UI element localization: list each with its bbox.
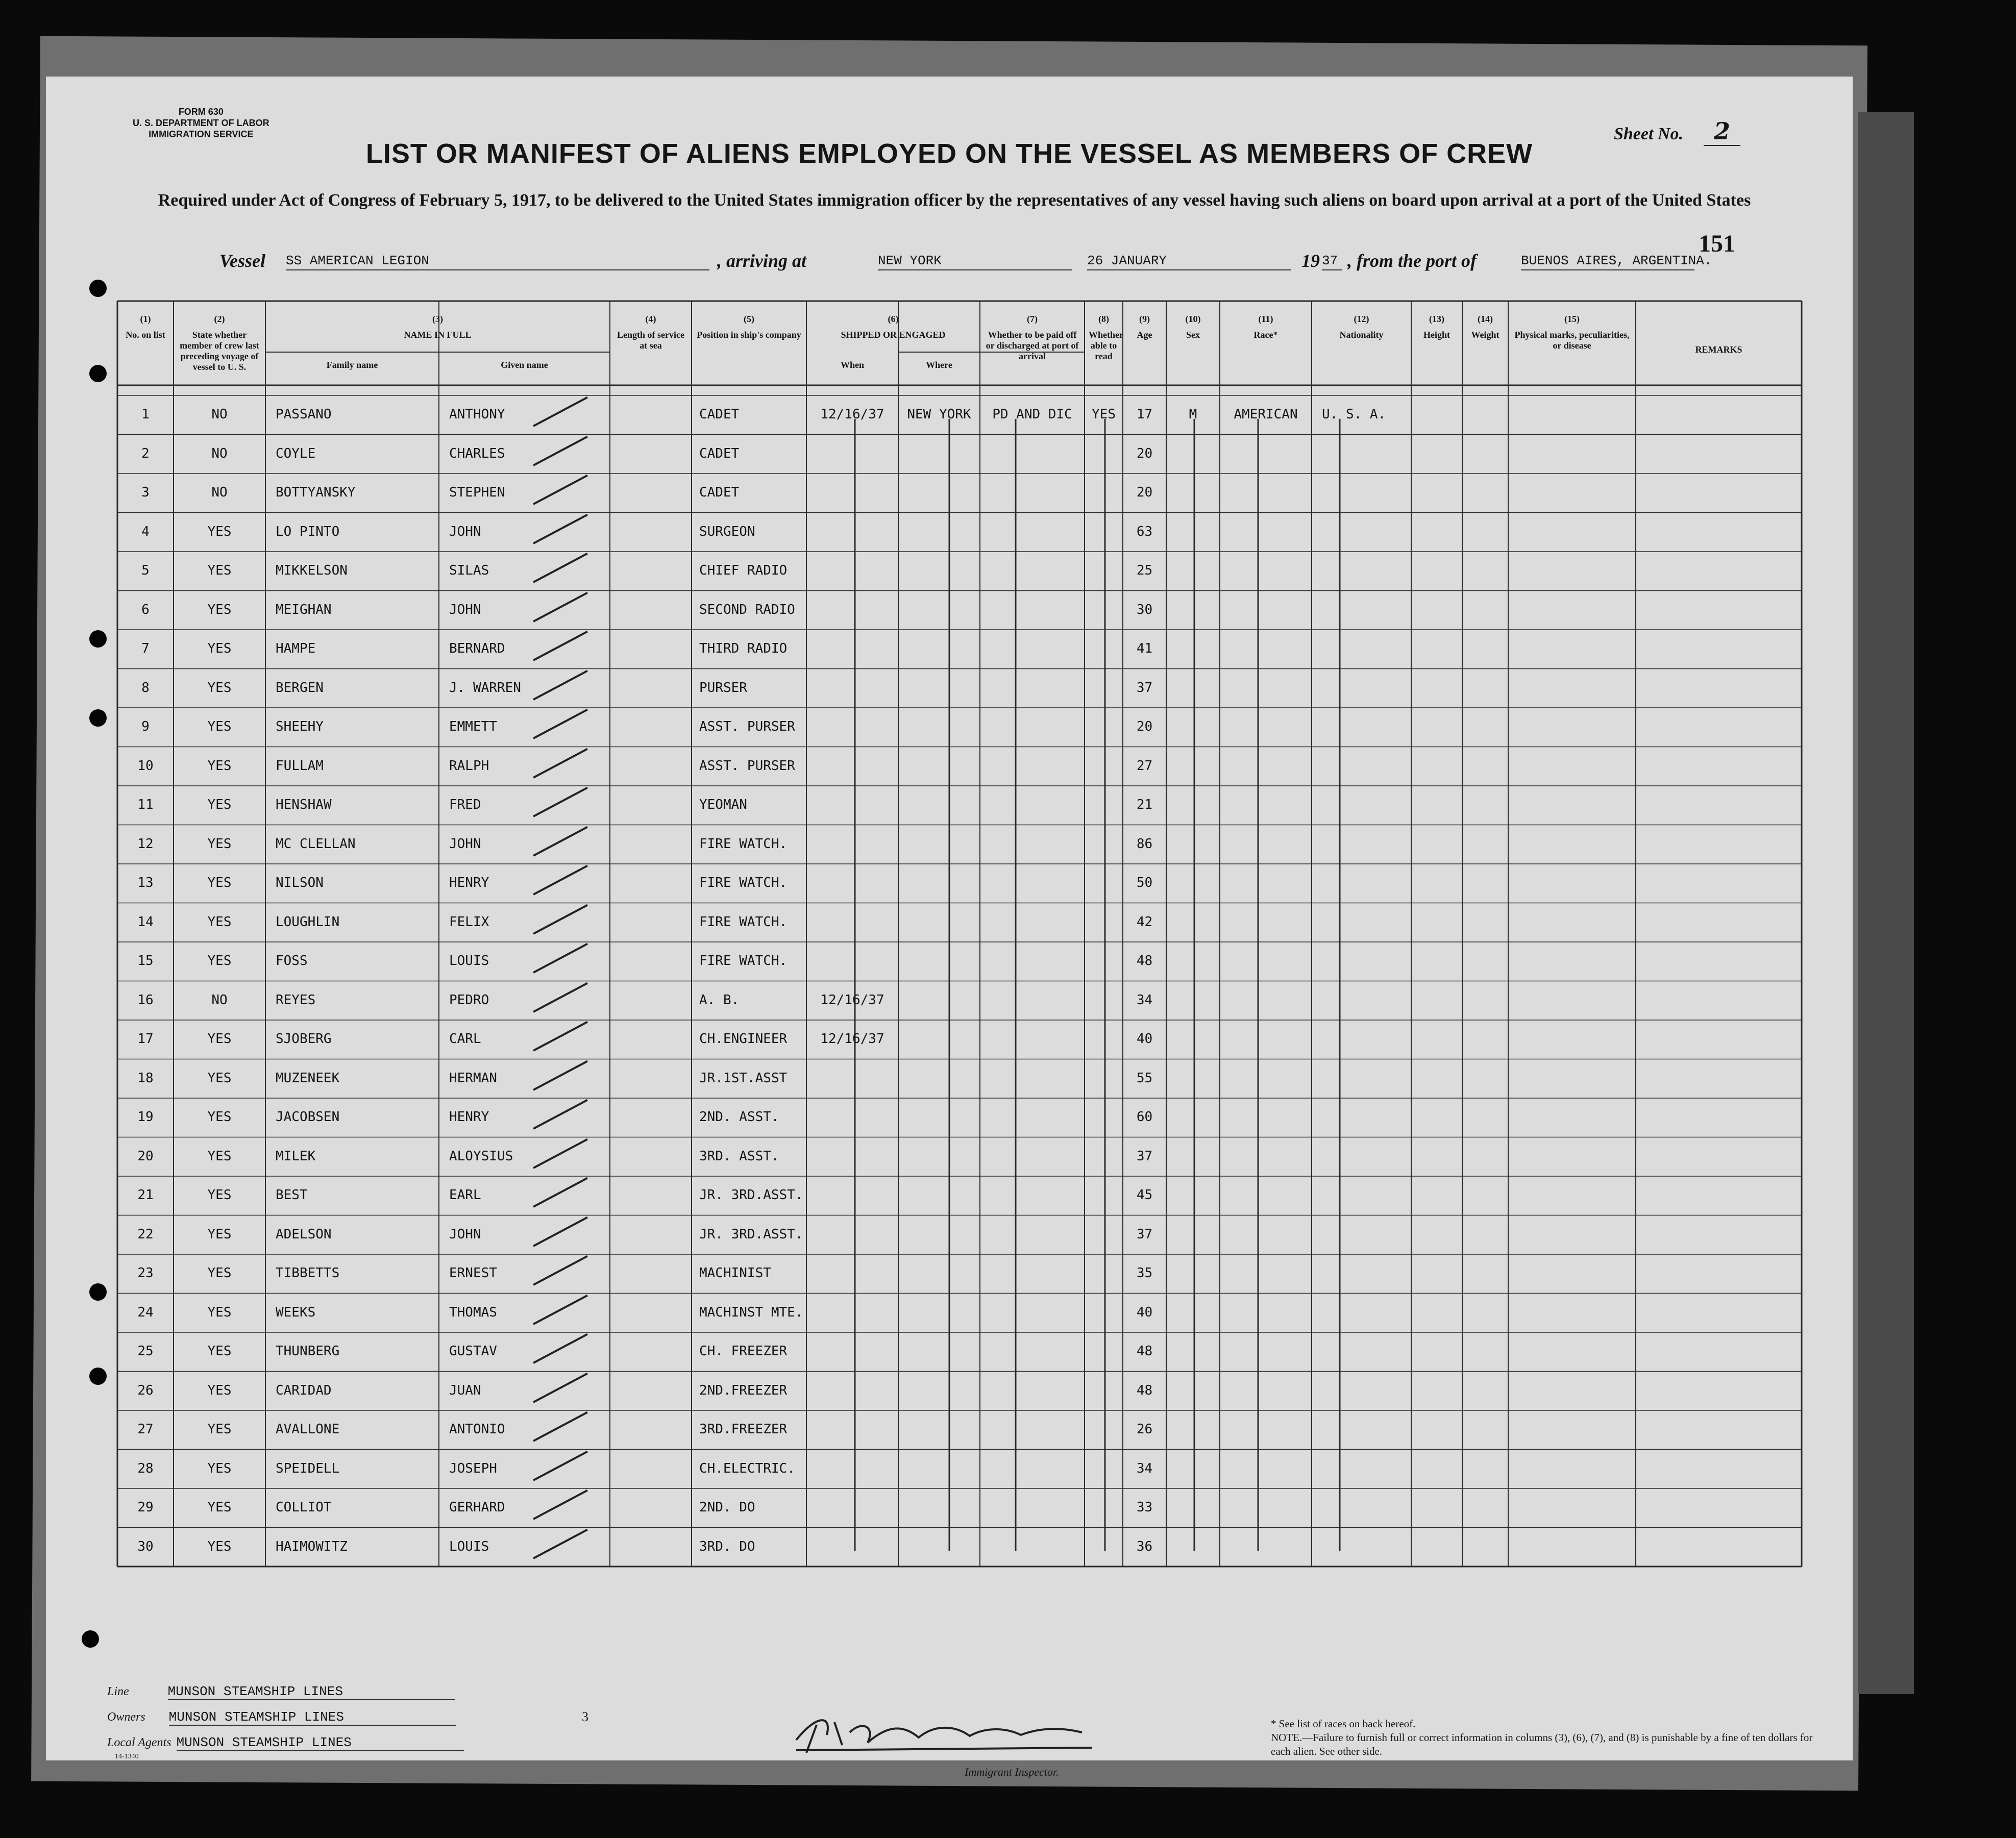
previous-voyage: YES (207, 1070, 232, 1086)
given-name: ANTONIO (449, 1422, 505, 1437)
binder-hole (89, 280, 107, 297)
binder-hole (89, 709, 107, 727)
given-name: J. WARREN (449, 680, 521, 696)
column-header (439, 360, 610, 370)
column-number: (9) (1139, 314, 1150, 324)
row-number: 16 (137, 992, 154, 1008)
column-header (174, 314, 265, 372)
family-name: THUNBERG (276, 1344, 340, 1359)
row-number: 14 (137, 914, 154, 930)
column-label: Where (926, 360, 952, 370)
from-label: , from the port of (1347, 251, 1477, 271)
age: 20 (1136, 445, 1153, 461)
position: MACHINST MTE. (699, 1304, 803, 1320)
inspector-signature (786, 1704, 1113, 1760)
column-label: SHIPPED OR ENGAGED (841, 330, 946, 340)
given-name: THOMAS (449, 1304, 497, 1320)
sheet-number: Sheet No. 2 (1614, 117, 1740, 145)
family-name: TIBBETTS (276, 1265, 340, 1281)
row-number: 10 (137, 758, 154, 774)
row-number: 21 (137, 1187, 154, 1203)
family-name: NILSON (276, 875, 324, 890)
previous-voyage: YES (207, 719, 232, 734)
column-label: Position in ship's company (697, 330, 801, 340)
given-name: LOUIS (449, 953, 489, 968)
family-name: BEST (276, 1187, 308, 1203)
row-number: 5 (141, 563, 150, 578)
row-number: 22 (137, 1226, 154, 1242)
row-number: 6 (141, 602, 150, 617)
age: 55 (1136, 1070, 1153, 1086)
family-name: CARIDAD (276, 1382, 332, 1398)
family-name: MEIGHAN (276, 602, 332, 617)
row-number: 8 (141, 680, 150, 696)
age: 60 (1136, 1109, 1153, 1125)
age: 42 (1136, 914, 1153, 930)
position: FIRE WATCH. (699, 836, 788, 852)
column-label: Length of service at sea (617, 330, 684, 351)
binder-hole (89, 365, 107, 382)
position: CADET (699, 485, 740, 500)
departure-port: BUENOS AIRES, ARGENTINA. (1521, 253, 1694, 270)
given-name: JUAN (449, 1382, 481, 1398)
column-label: Physical marks, peculiarities, or disease (1514, 330, 1630, 351)
position: CHIEF RADIO (699, 563, 788, 578)
position: THIRD RADIO (699, 641, 788, 656)
shipped-when: 12/16/37 (820, 1031, 884, 1047)
column-label: Race* (1253, 330, 1278, 340)
given-name: CHARLES (449, 445, 505, 461)
given-name: HERMAN (449, 1070, 497, 1086)
column-number: (12) (1354, 314, 1369, 324)
previous-voyage: YES (207, 1226, 232, 1242)
given-name: ANTHONY (449, 407, 505, 422)
year-suffix: 37 (1322, 253, 1342, 270)
age: 50 (1136, 875, 1153, 890)
family-name: REYES (276, 992, 316, 1008)
previous-voyage: YES (207, 680, 232, 696)
position: ASST. PURSER (699, 719, 795, 734)
column-number: (2) (214, 314, 225, 324)
family-name: WEEKS (276, 1304, 316, 1320)
age: 48 (1136, 1382, 1153, 1398)
row-number: 2 (141, 445, 150, 461)
family-name: BERGEN (276, 680, 324, 696)
position: 2ND.FREEZER (699, 1382, 788, 1398)
row-number: 24 (137, 1304, 154, 1320)
row-number: 25 (137, 1344, 154, 1359)
column-header (980, 314, 1085, 362)
previous-voyage: NO (211, 992, 228, 1008)
column-label: No. on list (126, 330, 165, 340)
manifest-title: LIST OR MANIFEST OF ALIENS EMPLOYED ON THE VESSEL AS MEMBERS OF CREW (365, 138, 1533, 169)
given-name: JOSEPH (449, 1460, 497, 1476)
age: 41 (1136, 641, 1153, 656)
column-header (1085, 314, 1123, 362)
family-name: SPEIDELL (276, 1460, 340, 1476)
age: 17 (1136, 407, 1153, 422)
family-name: JACOBSEN (276, 1109, 340, 1125)
given-name: JOHN (449, 602, 481, 617)
column-label: REMARKS (1695, 344, 1742, 355)
previous-voyage: YES (207, 1187, 232, 1203)
family-name: BOTTYANSKY (276, 485, 356, 500)
previous-voyage: NO (211, 485, 228, 500)
column-number: (3) (432, 314, 443, 324)
family-name: SJOBERG (276, 1031, 332, 1047)
vessel-label: Vessel (219, 251, 265, 271)
column-header (1312, 314, 1411, 340)
row-number: 12 (137, 836, 154, 852)
position: CADET (699, 445, 740, 461)
given-name: RALPH (449, 758, 489, 774)
given-name: ALOYSIUS (449, 1148, 513, 1164)
given-name: JOHN (449, 836, 481, 852)
shipped-where: NEW YORK (907, 407, 971, 422)
column-number: (5) (744, 314, 754, 324)
form-code: 14-1340 (115, 1753, 139, 1760)
age: 20 (1136, 485, 1153, 500)
column-label: Given name (501, 360, 548, 370)
column-number: (8) (1098, 314, 1109, 324)
row-number: 9 (141, 719, 150, 734)
previous-voyage: YES (207, 1422, 232, 1437)
column-number: (1) (140, 314, 151, 324)
column-header (898, 360, 980, 370)
age: 26 (1136, 1422, 1153, 1437)
age: 48 (1136, 953, 1153, 968)
family-name: HAMPE (276, 641, 316, 656)
column-label: When (840, 360, 864, 370)
column-header (1123, 314, 1166, 340)
manifest-sheet (46, 77, 1853, 1778)
line-field: Line MUNSON STEAMSHIP LINES (107, 1684, 455, 1699)
age: 86 (1136, 836, 1153, 852)
column-header (1462, 314, 1508, 340)
previous-voyage: YES (207, 641, 232, 656)
arrival-port: NEW YORK (878, 253, 1072, 270)
column-label: NAME IN FULL (404, 330, 472, 340)
binder-hole (89, 630, 107, 648)
vessel-name: SS AMERICAN LEGION (286, 253, 709, 270)
given-name: ERNEST (449, 1265, 497, 1281)
column-label: Whether to be paid off or discharged at port of arrival (986, 330, 1079, 361)
given-name: EARL (449, 1187, 481, 1203)
shipped-when: 12/16/37 (820, 407, 884, 422)
column-header (806, 314, 980, 340)
age: 25 (1136, 563, 1153, 578)
position: YEOMAN (699, 797, 747, 812)
family-name: LOUGHLIN (276, 914, 340, 930)
row-number: 23 (137, 1265, 154, 1281)
previous-voyage: YES (207, 953, 232, 968)
column-label: Age (1137, 330, 1152, 340)
age: 30 (1136, 602, 1153, 617)
position: 3RD. DO (699, 1538, 755, 1554)
age: 40 (1136, 1031, 1153, 1047)
column-header (1636, 344, 1802, 355)
shipped-when: 12/16/37 (820, 992, 884, 1008)
column-header (610, 314, 692, 351)
row-number: 26 (137, 1382, 154, 1398)
page-mark: 3 (582, 1709, 588, 1724)
family-name: MIKKELSON (276, 563, 348, 578)
column-number: (13) (1429, 314, 1444, 324)
family-name: COLLIOT (276, 1500, 332, 1515)
nationality: U. S. A. (1322, 407, 1386, 422)
family-name: FOSS (276, 953, 308, 968)
column-label: Weight (1471, 330, 1499, 340)
given-name: STEPHEN (449, 485, 505, 500)
column-label: Nationality (1339, 330, 1384, 340)
family-name: SHEEHY (276, 719, 324, 734)
row-number: 29 (137, 1500, 154, 1515)
row-number: 13 (137, 875, 154, 890)
family-name: FULLAM (276, 758, 324, 774)
given-name: HENRY (449, 875, 489, 890)
position: JR. 3RD.ASST. (699, 1187, 803, 1203)
row-number: 3 (141, 485, 150, 500)
row-number: 11 (137, 797, 154, 812)
position: 2ND. DO (699, 1500, 755, 1515)
given-name: FELIX (449, 914, 489, 930)
previous-voyage: YES (207, 1460, 232, 1476)
column-header (117, 314, 174, 340)
previous-voyage: YES (207, 914, 232, 930)
position: A. B. (699, 992, 740, 1008)
position: FIRE WATCH. (699, 914, 788, 930)
age: 34 (1136, 992, 1153, 1008)
position: ASST. PURSER (699, 758, 795, 774)
column-number: (10) (1185, 314, 1201, 324)
given-name: HENRY (449, 1109, 489, 1125)
column-number: (4) (645, 314, 656, 324)
column-number: (7) (1027, 314, 1038, 324)
family-name: COYLE (276, 445, 316, 461)
previous-voyage: YES (207, 1109, 232, 1125)
row-number: 28 (137, 1460, 154, 1476)
binder-hole (89, 1283, 107, 1301)
family-name: MC CLELLAN (276, 836, 356, 852)
previous-voyage: YES (207, 1148, 232, 1164)
column-number: (14) (1478, 314, 1493, 324)
previous-voyage: YES (207, 1500, 232, 1515)
year-prefix: 19 (1301, 251, 1320, 271)
paid-off: PD AND DIC (992, 407, 1072, 422)
given-name: SILAS (449, 563, 489, 578)
column-header (265, 314, 610, 340)
given-name: GUSTAV (449, 1344, 497, 1359)
footnote: * See list of races on back hereof. NOTE.—Failure to furnish full or correct information in columns (3), (6), (7), and (8) is punishable by a fine of ten dollars for each alien. See other side. (1271, 1718, 1813, 1757)
agents-field: Local Agents MUNSON STEAMSHIP LINES (107, 1735, 464, 1750)
able-to-read: YES (1092, 407, 1116, 422)
family-name: MILEK (276, 1148, 316, 1164)
given-name: JOHN (449, 1226, 481, 1242)
row-number: 1 (141, 407, 150, 422)
column-header (265, 360, 439, 370)
previous-voyage: YES (207, 602, 232, 617)
row-number: 4 (141, 524, 150, 539)
position: SURGEON (699, 524, 755, 539)
family-name: LO PINTO (276, 524, 340, 539)
previous-voyage: YES (207, 1538, 232, 1554)
given-name: JOHN (449, 524, 481, 539)
previous-voyage: NO (211, 445, 228, 461)
sex: M (1189, 407, 1197, 422)
position: PURSER (699, 680, 747, 696)
column-header (1508, 314, 1636, 351)
row-number: 20 (137, 1148, 154, 1164)
position: MACHINIST (699, 1265, 771, 1281)
column-label: State whether member of crew last preceding voyage of vessel to U. S. (180, 330, 259, 372)
row-number: 27 (137, 1422, 154, 1437)
age: 40 (1136, 1304, 1153, 1320)
age: 33 (1136, 1500, 1153, 1515)
family-name: PASSANO (276, 407, 332, 422)
column-header (1220, 314, 1312, 340)
form-identifier: FORM 630 U. S. DEPARTMENT OF LABOR IMMIGRATION SERVICE (133, 107, 269, 139)
owners-field: Owners MUNSON STEAMSHIP LINES (107, 1709, 456, 1725)
previous-voyage: YES (207, 1031, 232, 1047)
column-header (1411, 314, 1462, 340)
column-number: (11) (1258, 314, 1273, 324)
age: 37 (1136, 1226, 1153, 1242)
column-label: Height (1423, 330, 1450, 340)
age: 35 (1136, 1265, 1153, 1281)
age: 48 (1136, 1344, 1153, 1359)
column-header (806, 360, 898, 370)
age: 34 (1136, 1460, 1153, 1476)
column-number: (15) (1564, 314, 1580, 324)
binder-hole (89, 1368, 107, 1385)
row-number: 15 (137, 953, 154, 968)
given-name: BERNARD (449, 641, 505, 656)
given-name: GERHARD (449, 1500, 505, 1515)
age: 37 (1136, 680, 1153, 696)
position: FIRE WATCH. (699, 953, 788, 968)
column-number: (6) (888, 314, 899, 324)
race: AMERICAN (1234, 407, 1298, 422)
manifest-subtitle: Required under Act of Congress of February 5, 1917, to be delivered to the United States immigration officer by the representatives of any vessel having such aliens on board upon arrival at a port of the United States (158, 191, 1751, 210)
column-header (692, 314, 806, 340)
position: SECOND RADIO (699, 602, 795, 617)
position: CH. FREEZER (699, 1344, 788, 1359)
age: 20 (1136, 719, 1153, 734)
arrival-date: 26 JANUARY (1087, 253, 1291, 270)
column-label: Family name (326, 360, 378, 370)
row-number: 30 (137, 1538, 154, 1554)
previous-voyage: YES (207, 758, 232, 774)
previous-voyage: YES (207, 836, 232, 852)
given-name: CARL (449, 1031, 481, 1047)
column-label: Whether able to read (1089, 330, 1123, 361)
position: CH.ELECTRIC. (699, 1460, 795, 1476)
position: JR. 3RD.ASST. (699, 1226, 803, 1242)
family-name: HENSHAW (276, 797, 332, 812)
family-name: AVALLONE (276, 1422, 340, 1437)
previous-voyage: YES (207, 1304, 232, 1320)
given-name: LOUIS (449, 1538, 489, 1554)
stamp-number: 151 (1699, 230, 1735, 257)
position: FIRE WATCH. (699, 875, 788, 890)
given-name: FRED (449, 797, 481, 812)
previous-voyage: YES (207, 875, 232, 890)
age: 36 (1136, 1538, 1153, 1554)
family-name: HAIMOWITZ (276, 1538, 348, 1554)
signature-label: Immigrant Inspector. (965, 1766, 1059, 1778)
given-name: PEDRO (449, 992, 489, 1008)
family-name: ADELSON (276, 1226, 332, 1242)
row-number: 18 (137, 1070, 154, 1086)
row-number: 17 (137, 1031, 154, 1047)
position: CH.ENGINEER (699, 1031, 788, 1047)
binder-hole (82, 1630, 99, 1648)
given-name: EMMETT (449, 719, 497, 734)
previous-voyage: YES (207, 1382, 232, 1398)
age: 37 (1136, 1148, 1153, 1164)
column-header (1166, 314, 1220, 340)
row-number: 19 (137, 1109, 154, 1125)
previous-voyage: YES (207, 797, 232, 812)
previous-voyage: YES (207, 563, 232, 578)
age: 27 (1136, 758, 1153, 774)
arriving-label: , arriving at (717, 251, 807, 271)
previous-voyage: NO (211, 407, 228, 422)
previous-voyage: YES (207, 1265, 232, 1281)
previous-voyage: YES (207, 1344, 232, 1359)
position: 3RD.FREEZER (699, 1422, 788, 1437)
sheet-edge (1858, 112, 1914, 1694)
position: CADET (699, 407, 740, 422)
position: 3RD. ASST. (699, 1148, 779, 1164)
row-number: 7 (141, 641, 150, 656)
position: 2ND. ASST. (699, 1109, 779, 1125)
age: 21 (1136, 797, 1153, 812)
position: JR.1ST.ASST (699, 1070, 788, 1086)
column-label: Sex (1186, 330, 1200, 340)
age: 45 (1136, 1187, 1153, 1203)
age: 63 (1136, 524, 1153, 539)
previous-voyage: YES (207, 524, 232, 539)
family-name: MUZENEEK (276, 1070, 340, 1086)
